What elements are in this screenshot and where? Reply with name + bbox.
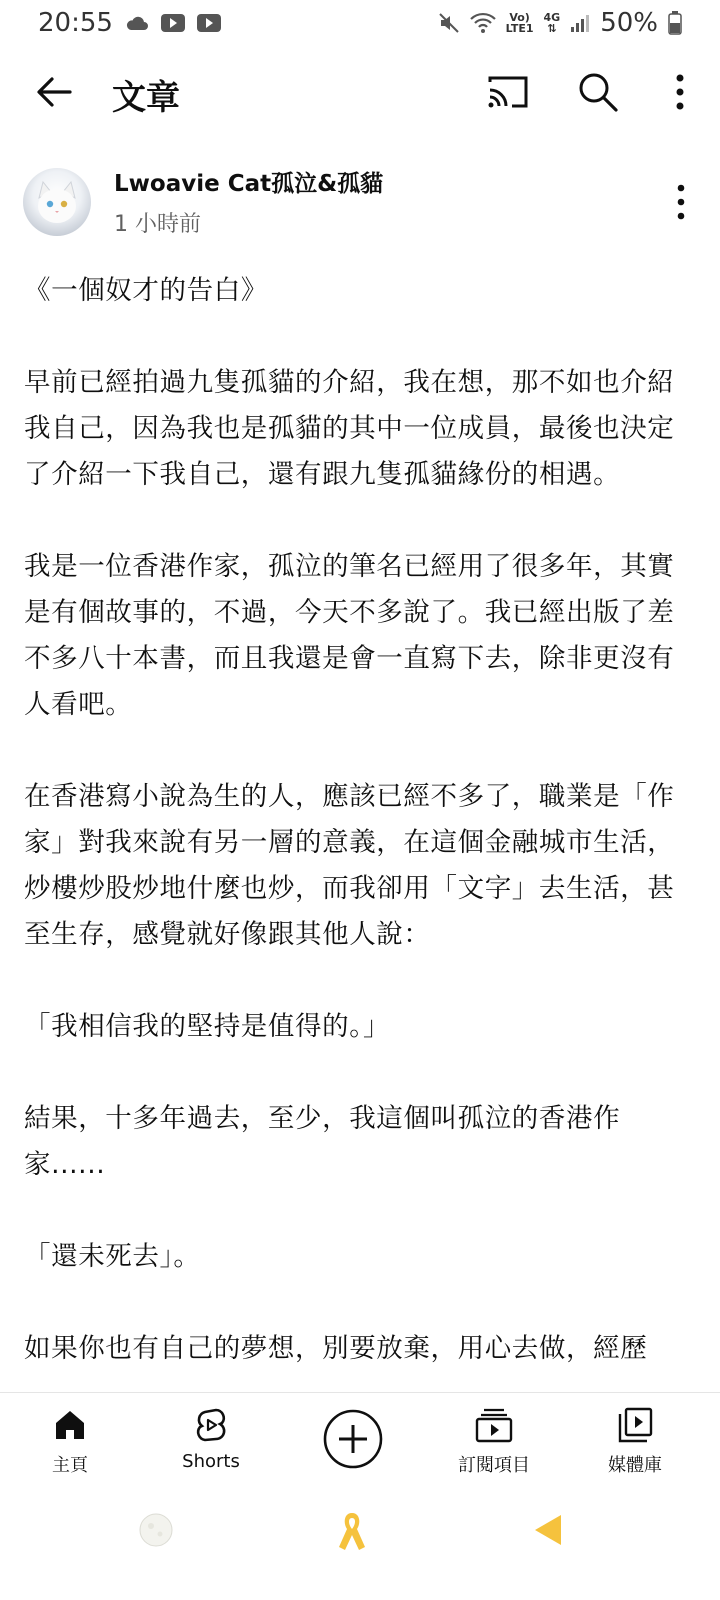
post-paragraph-quote: 「我相信我的堅持是值得的。」: [24, 1011, 391, 1042]
nav-library-label: 媒體庫: [608, 1455, 662, 1476]
network-type-indicator: 4G ⇅: [543, 11, 561, 35]
cat-avatar-image: [23, 168, 91, 236]
cast-icon[interactable]: [484, 68, 532, 116]
more-options-icon[interactable]: [664, 68, 696, 116]
post-paragraph: 結果，十多年過去，至少，我這個叫孤泣的香港作家......: [24, 1103, 621, 1180]
avatar[interactable]: [23, 168, 91, 236]
create-button[interactable]: [323, 1409, 383, 1469]
nav-shorts[interactable]: [151, 1393, 271, 1493]
battery-percent: 50%: [600, 8, 658, 38]
system-recents-ribbon-icon[interactable]: [334, 1509, 370, 1553]
post-paragraph: 在香港寫小說為生的人，應該已經不多了，職業是「作家」對我來說有另一層的意義，在這個金融城市生活，炒樓炒股炒地什麼也炒，而我卻用「文字」去生活，甚至生存，感覺就好像跟其他人說：: [24, 781, 675, 950]
data-arrows-icon: ⇅: [547, 22, 557, 35]
wifi-icon: [470, 12, 496, 34]
shorts-icon: [191, 1405, 231, 1445]
post-paragraph-quote: 「還未死去」。: [24, 1241, 201, 1272]
post-paragraph-title: 《一個奴才的告白》: [24, 275, 268, 306]
youtube-notification-icon-2: [197, 14, 221, 32]
system-home-icon[interactable]: [139, 1513, 173, 1547]
home-icon: [50, 1405, 90, 1445]
system-navigation-bar: [0, 1493, 720, 1600]
search-icon[interactable]: [574, 68, 622, 116]
nav-home[interactable]: [10, 1393, 130, 1493]
library-icon: [615, 1405, 655, 1445]
post-body: [24, 268, 692, 1418]
nav-subscriptions-label: 訂閱項目: [458, 1455, 530, 1476]
youtube-notification-icon: [161, 14, 185, 32]
nav-shorts-label: Shorts: [182, 1451, 240, 1472]
nav-library[interactable]: [575, 1393, 695, 1493]
system-back-icon[interactable]: [533, 1513, 563, 1547]
battery-icon: [668, 11, 682, 35]
page-title: 文章: [112, 78, 180, 118]
post-paragraph: 如果你也有自己的夢想，別要放棄，用心去做，經歷: [24, 1333, 648, 1364]
nav-home-label: 主頁: [52, 1455, 88, 1476]
signal-icon: [570, 13, 590, 33]
cloud-icon: [125, 15, 149, 31]
post-time: 1 小時前: [114, 212, 201, 237]
post-paragraph: 我是一位香港作家，孤泣的筆名已經用了很多年，其實是有個故事的，不過，今天不多說了。我已經出版了差不多八十本書，而且我還是會一直寫下去，除非更沒有人看吧。: [24, 551, 675, 720]
post-paragraph: 早前已經拍過九隻孤貓的介紹，我在想，那不如也介紹我自己，因為我也是孤貓的其中一位成員，最後也決定了介紹一下我自己，還有跟九隻孤貓緣份的相遇。: [24, 367, 675, 490]
volte-indicator: Vo) LTE1: [505, 11, 534, 35]
clock: 20:55: [38, 8, 113, 38]
post-header: [0, 160, 720, 250]
bottom-navigation: [0, 1392, 720, 1493]
mute-icon: [438, 12, 460, 34]
author-name[interactable]: Lwoavie Cat孤泣&孤貓: [114, 171, 384, 197]
status-bar: [0, 0, 720, 46]
subscriptions-icon: [474, 1405, 514, 1445]
post-menu-icon[interactable]: [666, 180, 696, 224]
app-bar: [0, 46, 720, 138]
nav-subscriptions[interactable]: [434, 1393, 554, 1493]
back-arrow-icon[interactable]: [30, 68, 78, 116]
